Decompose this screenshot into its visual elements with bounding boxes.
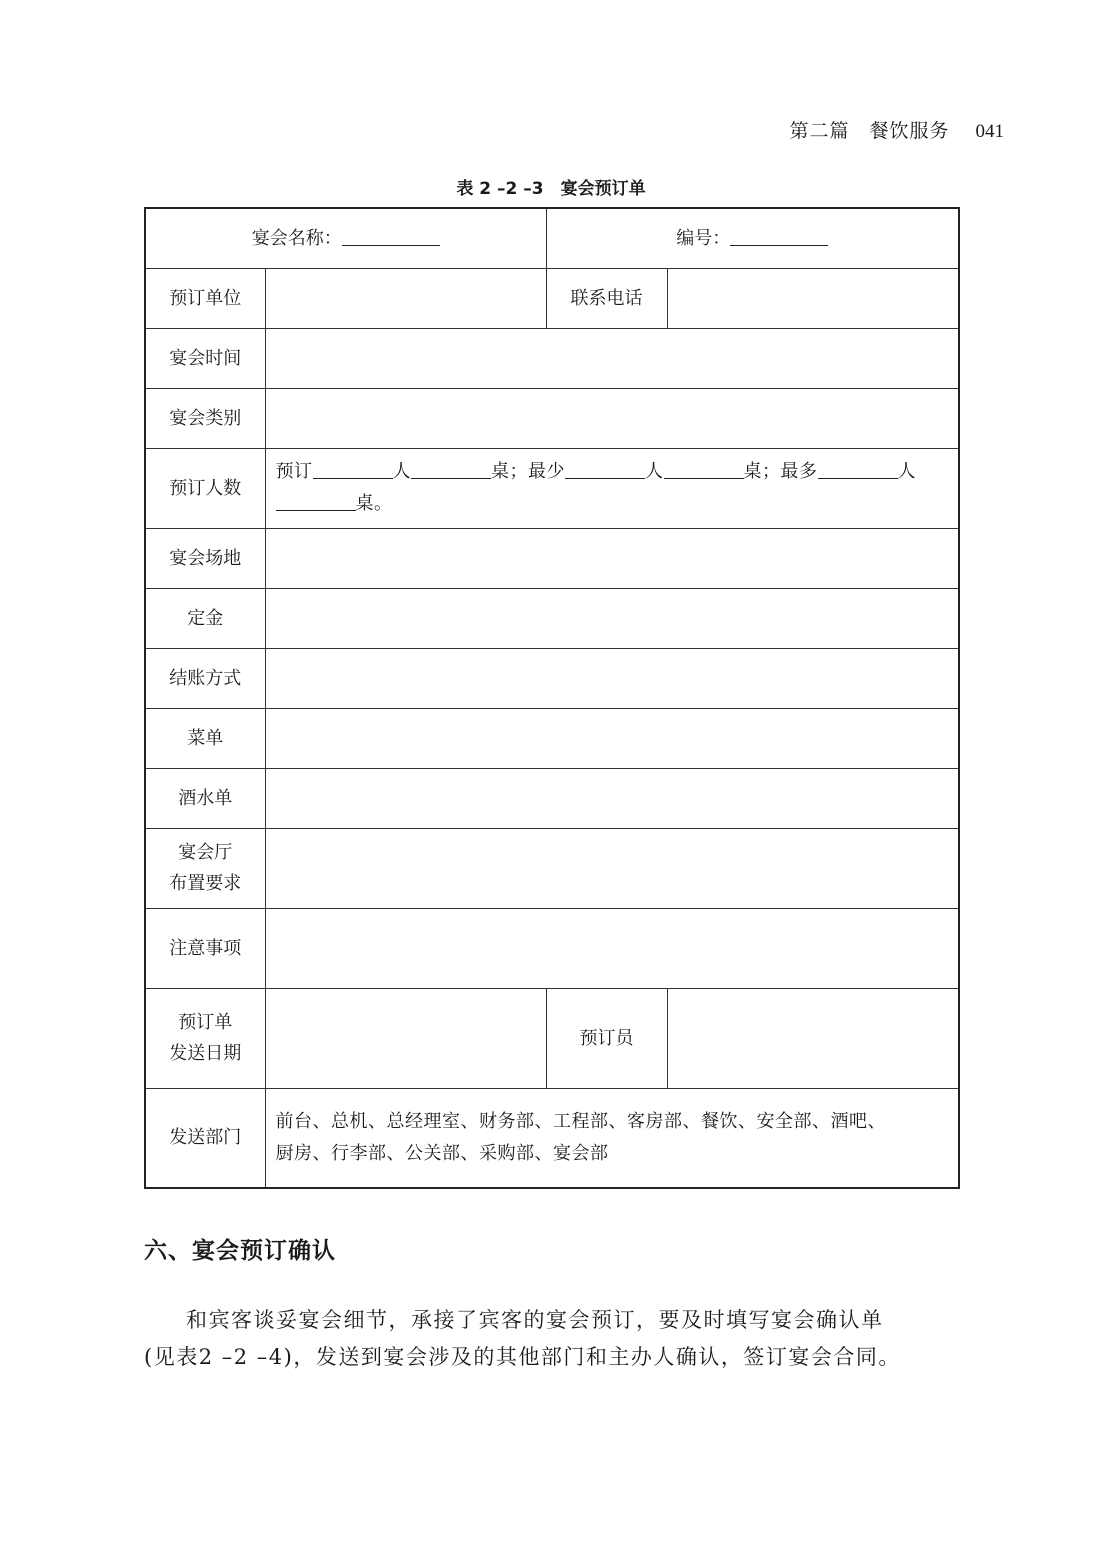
form-row (145, 708, 959, 768)
form-row (145, 588, 959, 648)
booked-people-field[interactable] (313, 460, 393, 479)
form-row-header (145, 208, 959, 268)
form-row (145, 828, 959, 908)
drinks-list-label: 酒水单 (145, 768, 265, 828)
section-heading: 六、宴会预订确认 (144, 1238, 336, 1264)
banquet-name-cell (145, 208, 546, 268)
form-row (145, 328, 959, 388)
form-row (145, 768, 959, 828)
booker-label: 预订员 (546, 988, 667, 1088)
booking-unit-field[interactable] (265, 268, 546, 328)
form-row (145, 448, 959, 528)
paragraph-line2: (见表2 –2 –4)，发送到宴会涉及的其他部门和主办人确认，签订宴会合同。 (144, 1345, 901, 1369)
banquet-time-field[interactable] (265, 328, 959, 388)
guest-count-cell (265, 448, 959, 528)
hall-layout-label-line1: 宴会厅 (178, 842, 233, 863)
send-date-field[interactable] (265, 988, 546, 1088)
guest-count-text: 人 (645, 461, 664, 482)
form-number-label: 编号： (676, 227, 731, 249)
form-row (145, 988, 959, 1088)
section-title: 第二篇 餐饮服务 (789, 120, 950, 142)
menu-label: 菜单 (145, 708, 265, 768)
banquet-booking-form (144, 207, 960, 1189)
banquet-time-label: 宴会时间 (145, 328, 265, 388)
page-header (789, 116, 1004, 143)
venue-field[interactable] (265, 528, 959, 588)
venue-label: 宴会场地 (145, 528, 265, 588)
payment-method-field[interactable] (265, 648, 959, 708)
phone-field[interactable] (667, 268, 959, 328)
departments-text-line2: 厨房、行李部、公关部、采购部、宴会部 (275, 1142, 609, 1164)
form-number-field[interactable] (730, 227, 828, 246)
guest-count-text: 桌；最多 (743, 461, 818, 482)
form-row (145, 388, 959, 448)
max-tables-field[interactable] (276, 492, 356, 511)
departments-text-line1: 前台、总机、总经理室、财务部、工程部、客房部、餐饮、安全部、酒吧、 (275, 1110, 886, 1132)
table-caption: 表 2 –2 –3 宴会预订单 (456, 179, 646, 199)
departments-label: 发送部门 (145, 1088, 265, 1188)
deposit-label: 定金 (145, 588, 265, 648)
banquet-name-label: 宴会名称： (251, 227, 342, 249)
min-people-field[interactable] (565, 460, 645, 479)
body-paragraph (144, 1302, 962, 1376)
paragraph-line1: 和宾客谈妥宴会细节，承接了宾客的宴会预订，要及时填写宴会确认单 (186, 1308, 884, 1332)
banquet-name-field[interactable] (342, 227, 440, 246)
menu-field[interactable] (265, 708, 959, 768)
banquet-type-field[interactable] (265, 388, 959, 448)
notes-field[interactable] (265, 908, 959, 988)
min-tables-field[interactable] (664, 460, 744, 479)
booking-unit-label: 预订单位 (145, 268, 265, 328)
payment-method-label: 结账方式 (145, 648, 265, 708)
form-row (145, 908, 959, 988)
page-number: 041 (975, 121, 1004, 142)
deposit-field[interactable] (265, 588, 959, 648)
form-row (145, 1088, 959, 1188)
form-row (145, 528, 959, 588)
max-people-field[interactable] (818, 460, 898, 479)
hall-layout-field[interactable] (265, 828, 959, 908)
departments-cell (265, 1088, 959, 1188)
booker-field[interactable] (667, 988, 959, 1088)
send-date-label-line2: 发送日期 (169, 1043, 242, 1064)
guest-count-label: 预订人数 (145, 448, 265, 528)
drinks-list-field[interactable] (265, 768, 959, 828)
send-date-label-line1: 预订单 (178, 1012, 233, 1033)
guest-count-text: 预订 (275, 461, 313, 482)
send-date-label (145, 988, 265, 1088)
guest-count-text: 人 (897, 461, 916, 482)
guest-count-text: 人 (392, 461, 411, 482)
guest-count-text: 桌；最少 (491, 461, 565, 482)
guest-count-text: 桌。 (355, 493, 393, 514)
notes-label: 注意事项 (145, 908, 265, 988)
form-row (145, 648, 959, 708)
form-number-cell (546, 208, 959, 268)
hall-layout-label (145, 828, 265, 908)
booked-tables-field[interactable] (411, 460, 491, 479)
hall-layout-label-line2: 布置要求 (169, 873, 242, 894)
phone-label: 联系电话 (546, 268, 667, 328)
form-row (145, 268, 959, 328)
banquet-type-label: 宴会类别 (145, 388, 265, 448)
